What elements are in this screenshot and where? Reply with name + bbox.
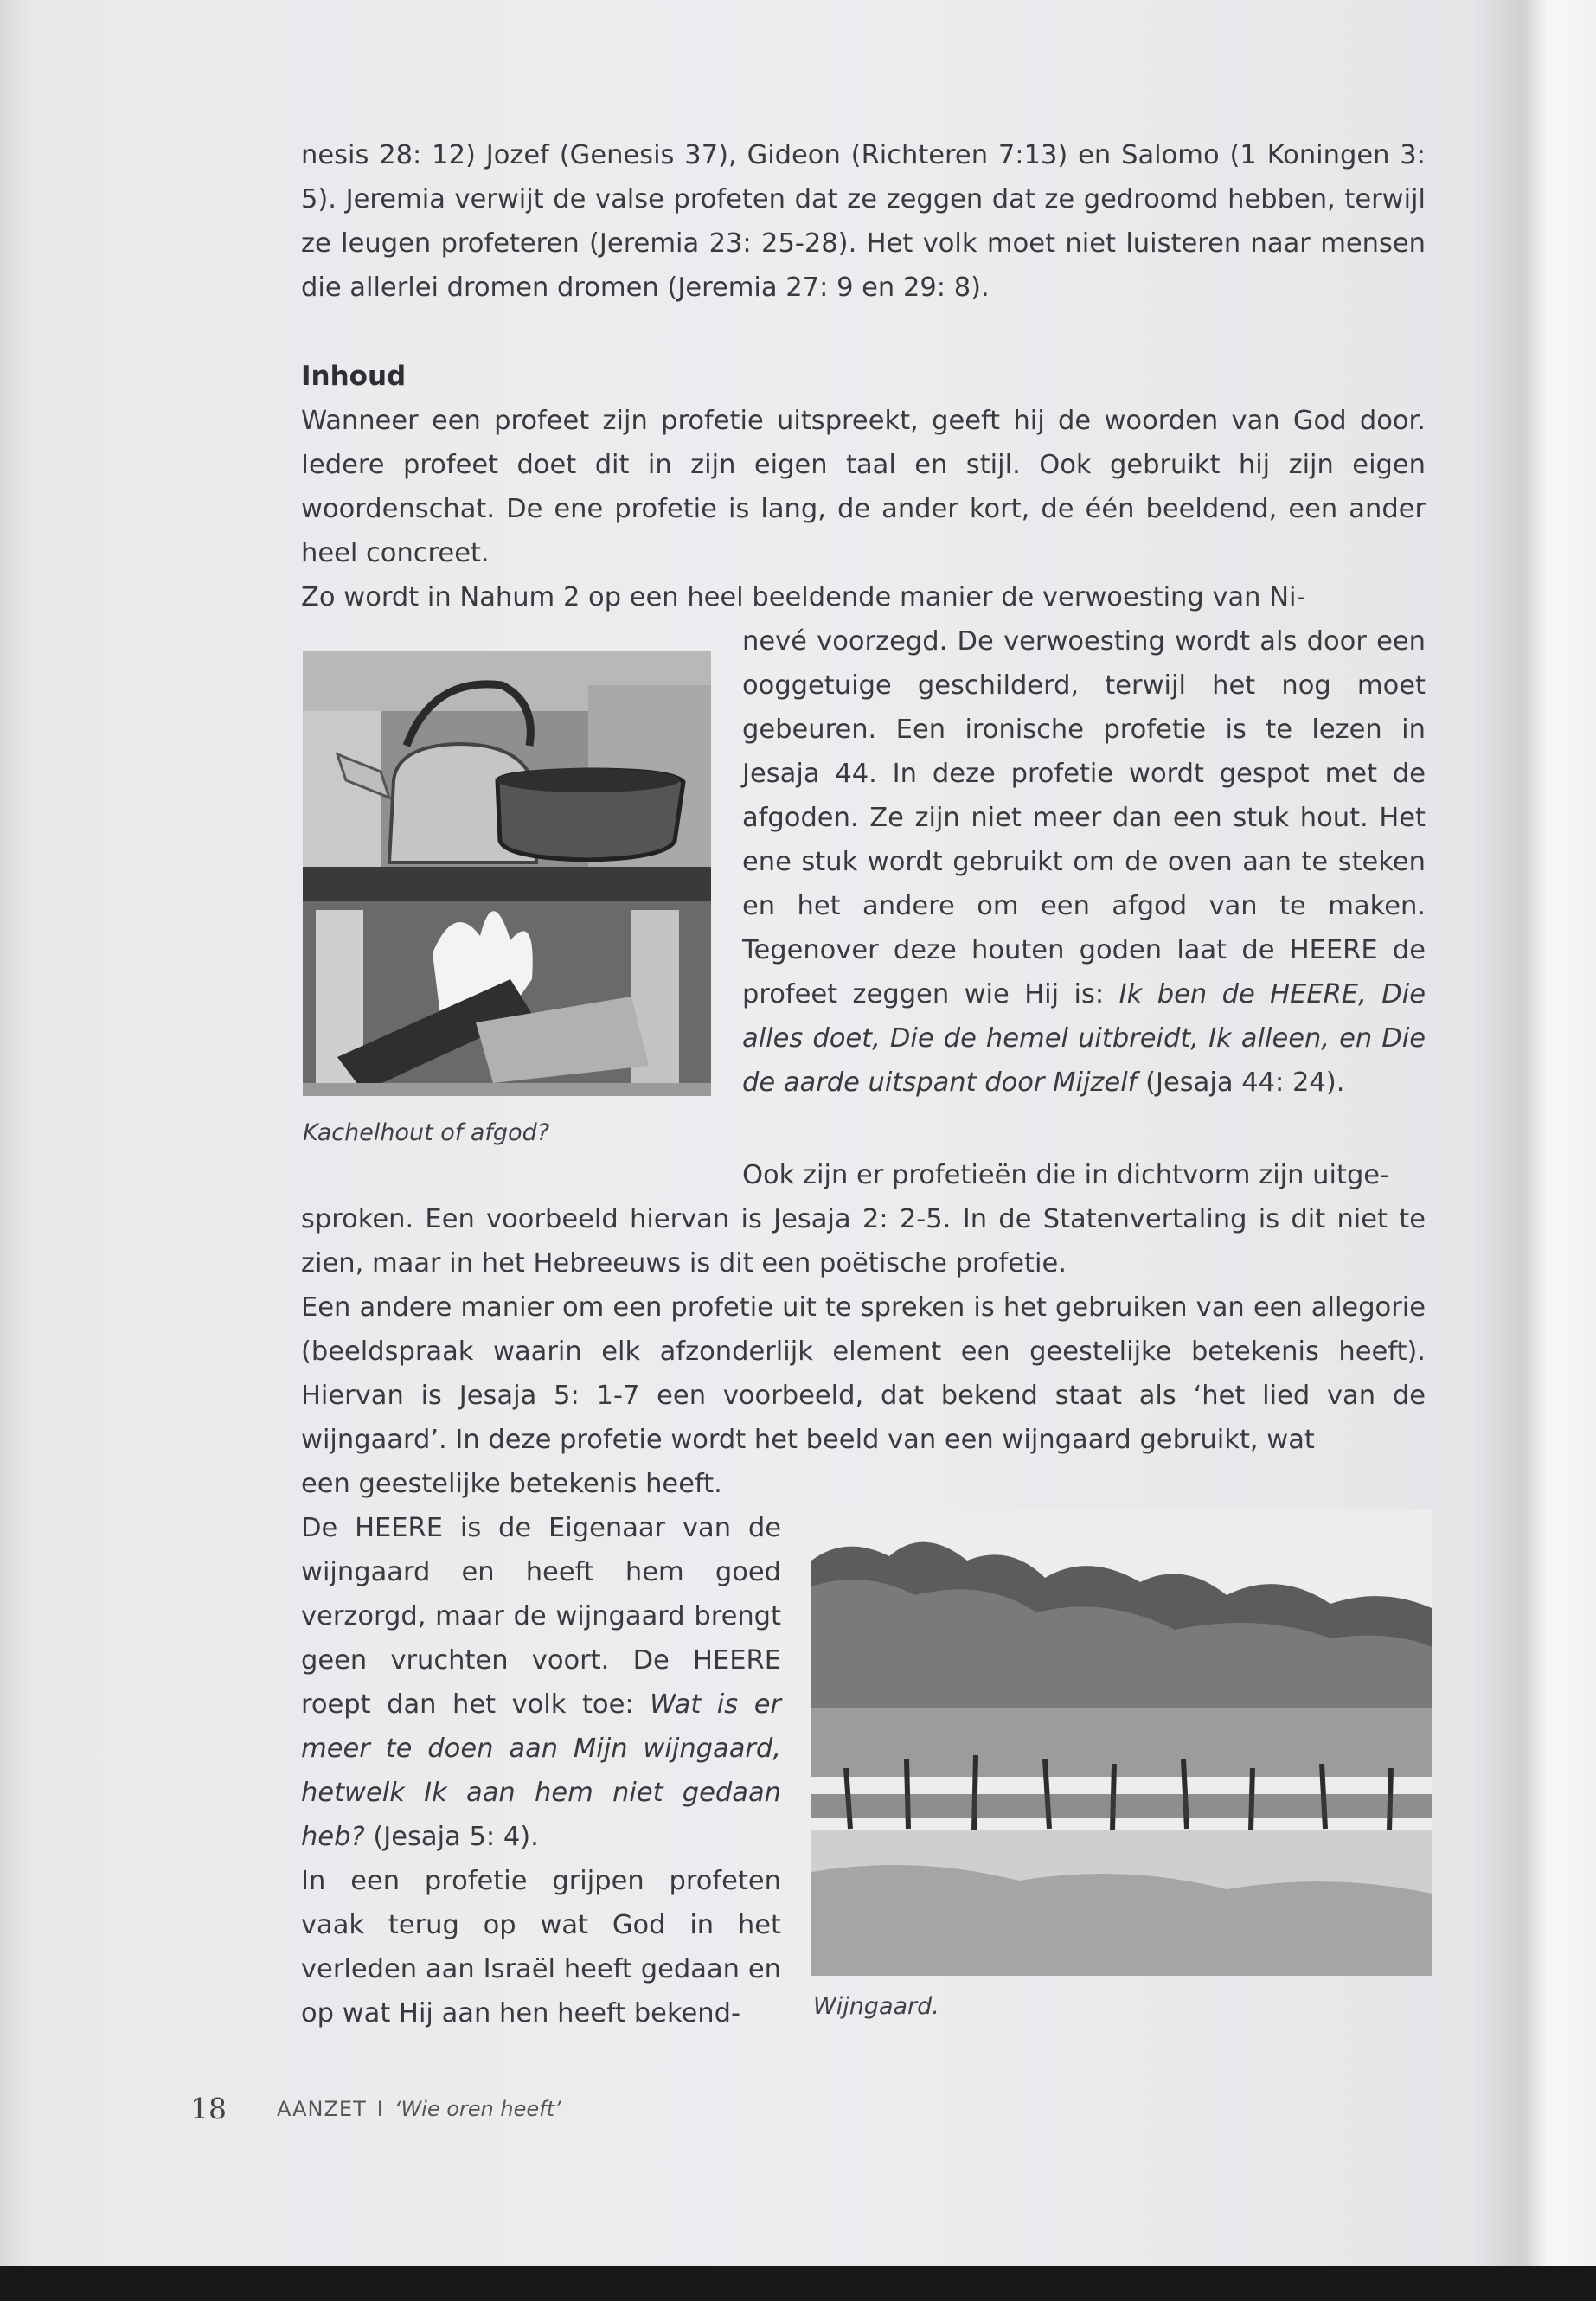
caption-kachelhout: Kachelhout of afgod? bbox=[303, 1119, 550, 1146]
photo-kettle-stove bbox=[303, 651, 711, 1096]
nahum-text: nevé voorzegd. De verwoesting wordt als door een ooggetuige geschilderd, terwijl het nog moet gebeuren. Een ironische profetie is te lezen in Jesaja 44. In deze profetie wordt gespot met de afgoden. Ze zijn niet meer dan een stuk hout. Het ene stuk wordt gebruikt om de oven aan te steken en het andere om een afgod van te maken. Tegenover deze houten goden laat de HEERE de profeet zeggen wie Hij is: bbox=[742, 626, 1426, 1009]
paragraph-meaning-line: een geestelijke betekenis heeft. bbox=[301, 1469, 722, 1499]
paragraph-poetry: sproken. Een voorbeeld hiervan is Jesaja 2: 2-5. In de Statenvertaling is dit niet te zien, maar in het Hebreeuws is dit een poëtische profetie. bbox=[301, 1204, 1426, 1279]
quote-jesaja-44: Ik ben de HEERE, Die alles doet, Die de hemel uitbreidt, Ik alleen, en Die de aarde uitspant door Mijzelf bbox=[742, 979, 1426, 1098]
running-footer bbox=[277, 2097, 561, 2121]
paragraph-history: In een profetie grijpen profeten vaak terug op wat God in het verleden aan Israël heeft gedaan en op wat Hij aan hen heeft bekend- bbox=[301, 1866, 781, 2029]
book-subtitle: ‘Wie oren heeft’ bbox=[394, 2097, 561, 2121]
series-title: AANZET bbox=[277, 2097, 367, 2121]
paragraph-allegory: Een andere manier om een profetie uit te spreken is het gebruiken van een allegorie (beeldspraak waarin elk afzonderlijk element een geestelijke betekenis heeft). Hiervan is Jesaja 5: 1-7 een voorbeeld, dat bekend staat als ‘het lied van de wijngaard’. In deze profetie wordt het beeld van een wijngaard gebruikt, wat bbox=[301, 1292, 1426, 1455]
vineyard-text: De HEERE is de Eigenaar van de wijngaard en heeft hem goed verzorgd, maar de wijngaard brengt geen vruchten voort. De HEERE roept dan het volk toe: bbox=[301, 1513, 781, 1720]
reference-jesaja-5: (Jesaja 5: 4). bbox=[373, 1822, 539, 1852]
paragraph-nahum-column bbox=[742, 619, 1426, 1105]
vineyard-illustration bbox=[811, 1509, 1432, 1976]
paragraph-nahum-line: Zo wordt in Nahum 2 op een heel beeldende manier de verwoesting van Ni- bbox=[301, 582, 1306, 612]
paragraph-poetry-line: Ook zijn er profetieën die in dichtvorm zijn uitge- bbox=[742, 1160, 1390, 1190]
page-number: 18 bbox=[190, 2092, 227, 2125]
footer-separator: I bbox=[376, 2097, 384, 2121]
scan-bottom-edge bbox=[0, 2266, 1596, 2301]
reference-jesaja-44: (Jesaja 44: 24). bbox=[1145, 1067, 1345, 1098]
photo-vineyard bbox=[811, 1509, 1432, 1976]
paragraph-vineyard-owner bbox=[301, 1506, 781, 1859]
quote-jesaja-5: Wat is er meer te doen aan Mijn wijngaard, hetwelk Ik aan hem niet gedaan heb? bbox=[301, 1689, 781, 1852]
kettle-stove-illustration bbox=[303, 651, 711, 1096]
caption-wijngaard: Wijngaard. bbox=[813, 1993, 939, 2020]
paragraph-dreams: nesis 28: 12) Jozef (Genesis 37), Gideon (Richteren 7:13) en Salomo (1 Koningen 3: 5). Jeremia verwijt de valse profeten dat ze zeggen dat ze gedroomd hebben, terwijl ze leugen profeteren (Jeremia 23: 25-28). Het volk moet niet luisteren naar mensen die allerlei dromen dromen (Jeremia 27: 9 en 29: 8). bbox=[301, 140, 1426, 303]
paragraph-content-intro: Wanneer een profeet zijn profetie uitspreekt, geeft hij de woorden van God door. Iedere profeet doet dit in zijn eigen taal en stijl. Ook gebruikt hij zijn eigen woordenschat. De ene profetie is lang, de ander kort, de één beeldend, een ander heel concreet. bbox=[301, 406, 1426, 568]
section-heading: Inhoud bbox=[301, 361, 407, 392]
